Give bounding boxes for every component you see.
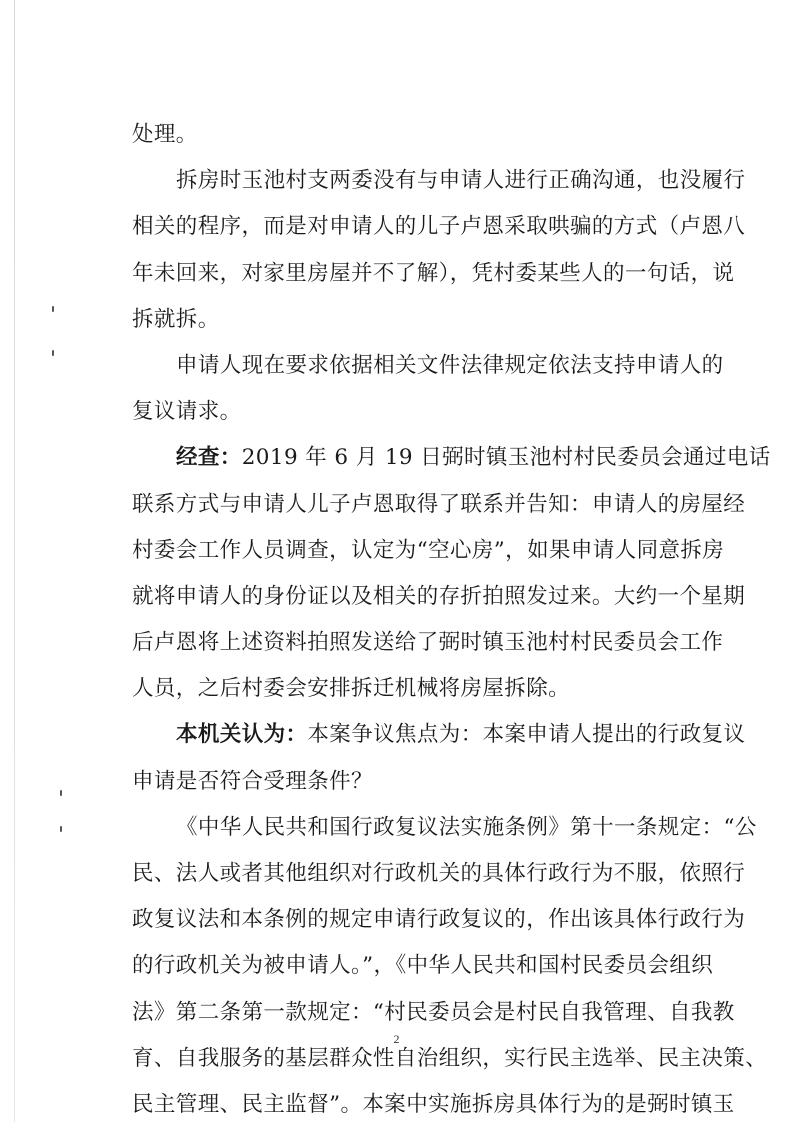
- text-line: 处理。: [132, 122, 198, 147]
- text-line: 的行政机关为被申请人。”，《中华人民共和国村民委员会组织: [132, 953, 714, 979]
- text-line: 联系方式与申请人儿子卢恩取得了联系并告知：申请人的房屋经: [132, 491, 746, 517]
- scan-edge-line: [14, 0, 15, 1122]
- text-line: 人员，之后村委会安排拆迁机械将房屋拆除。: [132, 676, 571, 702]
- text-line: 后卢恩将上述资料拍照发送给了弼时镇玉池村村民委员会工作: [132, 630, 724, 656]
- section-heading-opinion: 本机关认为：: [176, 722, 308, 748]
- scan-mark: [52, 350, 54, 356]
- text-span: 2019 年 6 月 19 日弼时镇玉池村村民委员会通过电话: [241, 445, 771, 471]
- scan-mark: [52, 306, 54, 312]
- text-line: 民、法人或者其他组织对行政机关的具体行政行为不服，依照行: [132, 861, 746, 886]
- text-line: 民主管理、民主监督”。本案中实施拆房具体行为的是弼时镇玉: [132, 1091, 735, 1117]
- scan-mark: [60, 826, 62, 832]
- text-line: 年未回来，对家里房屋并不了解），凭村委某些人的一句话，说: [132, 260, 735, 286]
- text-line: 申请人现在要求依据相关文件法律规定依法支持申请人的: [176, 352, 724, 378]
- text-line: 复议请求。: [132, 399, 242, 425]
- section-heading-findings: 经查：: [176, 445, 242, 471]
- text-line: 政复议法和本条例的规定申请行政复议的，作出该具体行政行为: [132, 907, 746, 933]
- text-line: 法》第二条第一款规定：“村民委员会是村民自我管理、自我教: [132, 999, 735, 1025]
- page-number: 2: [393, 1032, 400, 1046]
- text-line: 村委会工作人员调查，认定为“空心房”，如果申请人同意拆房: [132, 537, 725, 563]
- text-line: 育、自我服务的基层群众性自治组织，实行民主选举、民主决策、: [132, 1045, 768, 1071]
- text-line: 申请是否符合受理条件？: [132, 768, 373, 794]
- text-line: 拆就拆。: [132, 306, 220, 332]
- text-line: 相关的程序，而是对申请人的儿子卢恩采取哄骗的方式（卢恩八: [132, 214, 746, 240]
- text-line: 《中华人民共和国行政复议法实施条例》第十一条规定：“公: [176, 814, 757, 840]
- body-text: [132, 112, 771, 1128]
- text-line: [132, 712, 746, 758]
- scan-mark: [60, 790, 62, 796]
- text-line: 就将申请人的身份证以及相关的存折拍照发过来。大约一个星期: [132, 583, 746, 609]
- text-line: 拆房时玉池村支两委没有与申请人进行正确沟通，也没履行: [176, 168, 746, 194]
- text-span: 本案争议焦点为：本案申请人提出的行政复议: [307, 722, 746, 748]
- text-line: [132, 435, 771, 481]
